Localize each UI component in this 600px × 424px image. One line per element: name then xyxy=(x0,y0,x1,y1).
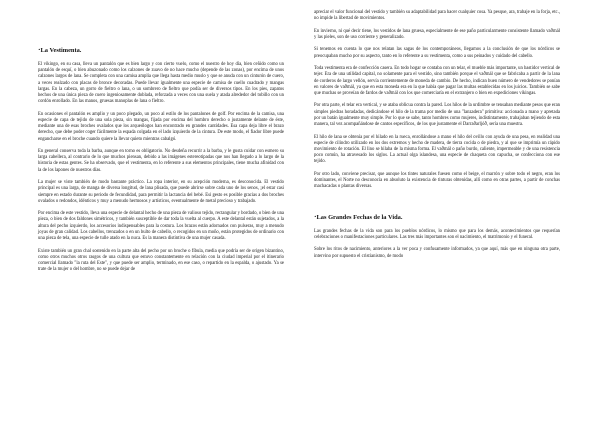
right-column xyxy=(314,10,560,266)
paragraph: La mujer se viste también de modo bastante práctico. La ropa interior, en su acepción moderna, es desconocida. El vestido principal es una larga, de manga de diversa longitud, de lana plisada, que puede abrirse sobre cada uno de los senos, ¡el estar casi siempre en estado durante su periodo de fecundidad, para permitir la lactancia del bebé. Esi gesto es posible gracias a dos broches ovalados o redondos, idénticos y muy a menudo hermosos y artísticos, eventualmente de metal precioso y trabajado. xyxy=(38,180,284,204)
paragraph: Toda vestimenta era de confección casera. En todo hogar se contaba con un telar, el mueble más importante, un bastidor vertical de tejer. Era de una utilidad capital, no solamente para el vestido, sino también porque el vaðmál que se fabricaba a partir de la lana de corderos de largo vellón, servía corrientemente de moneda de cambio. De hecho, indican buen número de vendedores se ponían en valores de vaðmál, ya que en esta moneda era en la que había que pagar las multas establecidas en los juicios. También se sabe que muchas se proveían de fardos de vaðmál con los que comerciaría en el extranjero o bien en expediciones vikingas. xyxy=(314,66,560,96)
paragraph: Por otro lado, conviene precisar, que aunque los tintes naturales fuesen como el beige, el marrón y sobre todo el negro, eran los dominantes, el Norte no desconocía en absoluto la existencia de tinturas obtenidas, allí como en otras partes, a partir de conchas machacadas o plantas diversas. xyxy=(314,171,560,190)
section-heading-grandes-fechas: ·Las Grandes Fechas de la Vida. xyxy=(314,211,403,221)
paragraph: En general conserva toda la barba, aunque en torno es obligatorio. No desdeña recurrir a la barba, y le gusta cuidar con esmero su larga cabellera, al contrario de lo que muchos piensan, debido a las imágenes estereotipadas que nos han llegado a lo largo de la historia de estas gentes. Se ha observado, que el vestimenta, en lo referente a sus elementos principales, tiene mucha afinidad con la de los lapones de nuestros días. xyxy=(38,149,284,173)
paragraph: En ocasiones el pantalón es amplio y un poco plegado, un poco al estilo de los pantalones de golf. Por encima de la camisa, una especie de capa de tejido de una sola pieza, sin mangas, fijada por encima del hombro derecho o justamente delante de éste, mediante una de esas broches ovalados que los arqueólogos han encontrado en grandes cantidades. Esa capa deja libre el brazo derecho, que debe poder coger fácilmente la espada colgada en el lado izquierdo de la cintura. De este modo, el fiador libre puede engancharse en el broche cuando quiere la llevar quieto mientras cabalgó. xyxy=(38,111,284,142)
left-column xyxy=(38,46,284,280)
paragraph: En invierno, ni qué decir tiene, los vestidos de lana gruesa, especialmente de ese paño particularmente consistente llamado vaðmál y las pieles, son de uso corriente y generalizado. xyxy=(314,28,560,40)
paragraph: Si tenemos en cuenta lo que nos relatan las sagas de los contemporáneos, llegamos a la conclusión de que los nórdicos se preocupaban mucho por su aspecto, tanto en lo referente a su vestimenta, como a sus peinados y cuidado del cabello. xyxy=(314,47,560,59)
section-heading-vestimenta: ·La Vestimenta. xyxy=(38,45,82,54)
paragraph: Por otra parte, el telar era vertical, y se ataba oblicua contra la pared. Los hilos de la urdimbre se tensaban mediante pesos que eran simples piedras horadadas, dedicándose el hilo de la trama por medio de una "lanzadera" primitiva: accionada a mano y apretada por un batán igualmente muy simple. Por lo que se sabe, tanto hombres como mujeres, indistintamente, trabajaban tejiendo de esta manera, tal vez acompañándose de cantos específicos, de los que justamente el Darraðarljóð, sería una muestra. xyxy=(314,103,560,128)
paragraph: Las grandes fechas de la vida son para los pueblos nórdicos, lo mismo que para los demás, acontecimientos que requerían celebraciones o manifestaciones particulares. Las tres más importantes son el nacimiento, el matrimonio y el funeral. xyxy=(314,228,560,240)
paragraph: Por encima de este vestido, lleva una especie de delantal hecho de una pieza de valioso tejido, rectangular y bordado, o bien de una pieza, o bien de dos faldones simétricos, y también susceptible de dar toda la vuelta al cuerpo. A este delantal están sujetados, a la altura del pecho izquierdo, los accesorios indispensables para la costura. Los brazos están adornados con pulseras, muy a menudo joyas de gran calidad. Los cabellos, trenzados o en un bulto de cabello, o recogidos en un moño, están protegidos de ordinario con una pieza de tela, una especie de tulle atado en la nuca. Es la manera distintiva de una mujer casada. xyxy=(38,211,284,242)
paragraph: Sobre los ritos de nacimiento, anteriores a la ver poca y confusamente informados, ya que aquí, más que en ninguna otra parte, intervino por supuesto el cristianismo, de modo xyxy=(314,247,560,259)
paragraph: Existe también un gran chal sostenido en la parte alta del pecho por un broche o fíbula, media que podría ser de origen bizantino, como otros muchos otros rasgos de una cultura que estuvo constantemente en relación con la ciudad imperial por el itinerario comercial llamado "la ruta del Este", y que puede ser amplio, terminado, en ese caso, o repartido en la espalda, o ajustado. Ya se trate de la mujer o del hombre, no se puede dejar de xyxy=(38,248,284,273)
paragraph: apreciar el valor funcional del vestido y también su adaptabilidad para hacer cualquier cosa. Ya pesque, ara, trabaje en la forja, etc., no impide la libertad de movimientos. xyxy=(314,10,560,22)
section-gap xyxy=(314,197,560,213)
paragraph: El hilo de lana se obtenía por el hilado en la rueca, enrollándose a mano el hilo del ovillo con ayuda de una pesa, en realidad una especie de cilindro utilizado en los dos extremos y hecho de madera, de tierra cocida o de piedra, y al que se imprimía un rápido movimiento de rotación. El lino se hilaba de la misma forma. El vaðmál o paño burdo, caliente, impermeable y de una resistencia poco común, ha atravesado los siglos. La actual olga islandesa, una especie de chaqueta con capucha, se confecciona con ese tejido. xyxy=(314,134,560,165)
paragraph: El vikingo, en su casa, lleva un pantalón que es bien largo y con cierto vuelo, como el nuestro de hoy día, bien ceñido como un pantalón de esquí, o bien abuzonado como los calzones de zuavo de no hace mucho (depende de las zonas), por encima de unos calzones largos de lana. Se completa con una camisa amplia que llega hasta medio muslo y que se anuda con un cinturón de cuero, a veces realzado con placas de bronce decoradas. Puede llevar igualmente una especie de camisa de cuello cuadrado y mangas largas. En la cabeza, un gorro de fieltro o lana, o un sombrero de fieltro que podía ser de diversos tipos. En los pies, zapatos hechos de una única pieza de cuero ingeniosamente doblada, reforzada a veces con una suela y atada alrededor del tobillo con un cordón enrollado. En las manos, gruesas manoplas de lana o fieltro. xyxy=(38,62,284,105)
